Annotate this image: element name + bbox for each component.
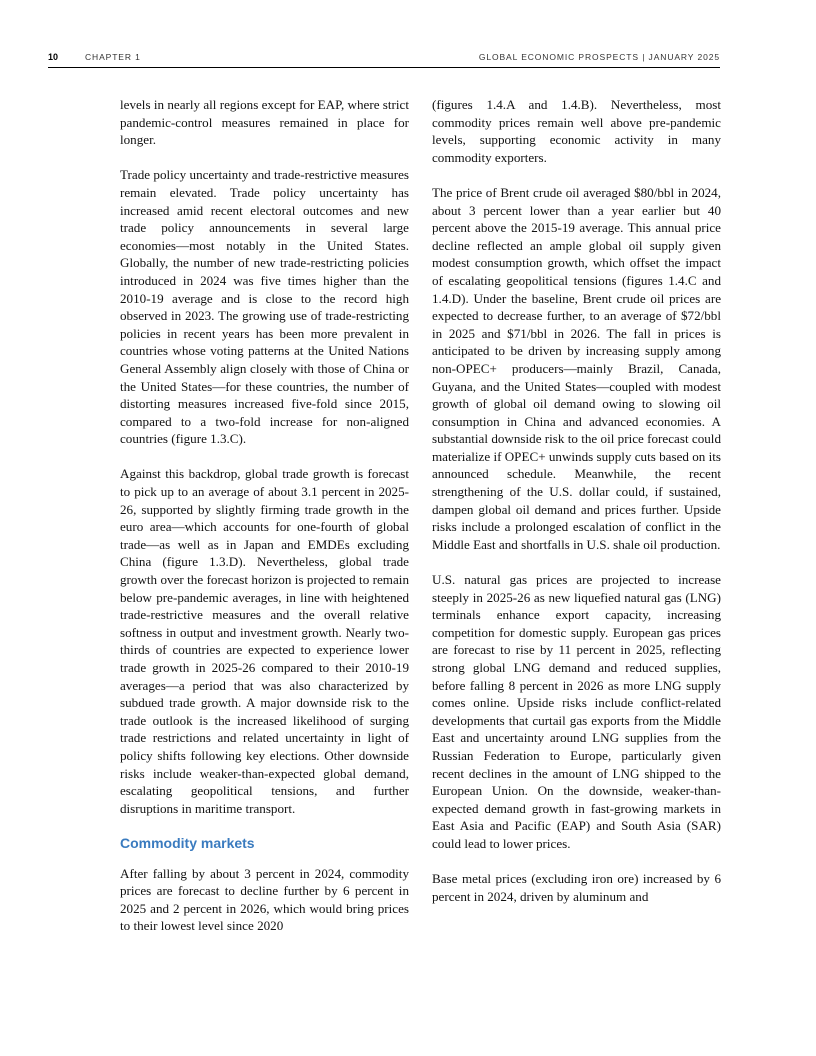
paragraph-continued-regions: levels in nearly all regions except for EAP, where strict pandemic-control measures remained in place for longer. bbox=[120, 97, 409, 148]
paragraph-trade-policy-uncertainty: Trade policy uncertainty and trade-restrictive measures remain elevated. Trade policy uncertainty has increased amid recent electoral outcomes and new trade policy announcements in several large economies—most notably in the United States. Globally, the number of new trade-restricting policies introduced in 2024 was five times higher than the 2010-19 average and is close to the record high observed in 2023. The growing use of trade-restricting policies in recent years has been more prevalent in countries whose voting patterns at the United Nations General Assembly align closely with those of China or the United States—for these countries, the number of distorting measures increased five-fold since 2015, compared to a two-fold increase for non-aligned countries (figure 1.3.C). bbox=[120, 167, 409, 447]
section-heading-commodity-markets: Commodity markets bbox=[120, 834, 255, 851]
paragraph-base-metals: Base metal prices (excluding iron ore) increased by 6 percent in 2024, driven by aluminum and bbox=[432, 871, 721, 904]
publication-title: GLOBAL ECONOMIC PROSPECTS | JANUARY 2025 bbox=[478, 52, 720, 62]
chapter-label: CHAPTER 1 bbox=[85, 52, 141, 62]
paragraph-trade-growth-forecast: Against this backdrop, global trade growth is forecast to pick up to an average of about 3.1 percent in 2025-26, supported by slightly firming trade growth in the euro area—which accounts for one-fourth of global trade—as well as in Japan and EMDEs excluding China (figure 1.3.D). Nevertheless, global trade growth over the forecast horizon is projected to remain below pre-pandemic averages, in line with heightened trade-restrictive measures and the overall relative softness in output and investment growth. Nearly two-thirds of countries are expected to experience lower trade growth in 2025-26 compared to their 2010-19 averages—a period that was also characterized by subdued trade growth. A major downside risk to the trade outlook is the increased likelihood of surging trade restrictions and related uncertainty in light of policy shifts following key elections. Other downside risks include weaker-than-expected global demand, escalating geopolitical tensions, and further disruptions in maritime transport. bbox=[120, 466, 409, 816]
page-number: 10 bbox=[48, 52, 59, 62]
right-text-column bbox=[432, 96, 721, 923]
paragraph-commodity-figures: (figures 1.4.A and 1.4.B). Nevertheless, most commodity prices remain well above pre-pandemic levels, supporting economic activity in many commodity exporters. bbox=[432, 97, 721, 165]
running-header bbox=[48, 52, 720, 66]
header-divider bbox=[48, 67, 720, 68]
paragraph-natural-gas: U.S. natural gas prices are projected to increase steeply in 2025-26 as new liquefied natural gas (LNG) terminals enhance export capacity, increasing competition for domestic supply. European gas prices are forecast to rise by 11 percent in 2025, reflecting strong global LNG demand and reduced supplies, before falling 8 percent in 2026 as more LNG supply comes online. Upside risks include conflict-related developments that curtail gas exports from the Middle East and uncertainty around LNG supplies from the Russian Federation to Europe, particularly given recent declines in the amount of LNG shipped to the European Union. On the downside, weaker-than-expected demand growth in fast-growing markets in East Asia and Pacific (EAP) and South Asia (SAR) could lead to lower prices. bbox=[432, 572, 721, 851]
left-text-column bbox=[120, 96, 409, 953]
paragraph-commodity-prices: After falling by about 3 percent in 2024, commodity prices are forecast to decline further by 6 percent in 2025 and 2 percent in 2026, which would bring prices to their lowest level since 2020 bbox=[120, 865, 409, 934]
paragraph-brent-crude-oil: The price of Brent crude oil averaged $80/bbl in 2024, about 3 percent lower than a year earlier but 40 percent above the 2015-19 average. This annual price decline reflected an ample global oil supply given modest consumption growth, which offset the impact of escalating geopolitical tensions (figures 1.4.C and 1.4.D). Under the baseline, Brent crude oil prices are expected to decrease further, to an average of $72/bbl in 2025 and $71/bbl in 2026. The fall in prices is anticipated to be driven by increasing supply among non-OPEC+ producers—mainly Brazil, Canada, Guyana, and the United States—coupled with modest growth of global oil demand owing to slowing oil consumption in China and advanced economies. A substantial downside risk to the oil price forecast could materialize if OPEC+ unwinds supply cuts based on its announced schedule. Meanwhile, the recent strengthening of the U.S. dollar could, if sustained, dampen global oil demand and prices further. Upside risks include a prolonged escalation of conflict in the Middle East and shortfalls in U.S. shale oil production. bbox=[432, 184, 721, 552]
